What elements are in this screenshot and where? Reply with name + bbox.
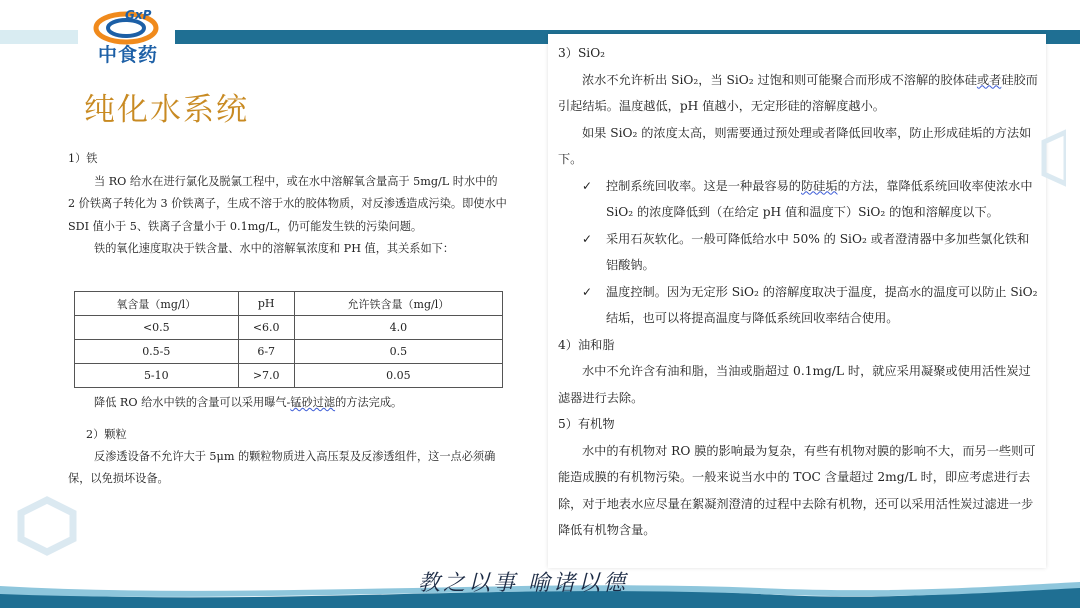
text-span: 浓水不允许析出 SiO₂，当 SiO₂ 过饱和则可能聚合而形成不溶解的胶体硅 [582,72,977,87]
section-iron-heading: 1）铁 [68,152,98,165]
motto-calligraphy: 教之以事 喻诸以德 [418,571,628,596]
table-cell: <6.0 [238,316,294,340]
text-span: 的方法，靠降低系统回收率使浓水中 SiO₂ 的浓度降低到（在给定 pH 值和温度下）SiO₂ 的饱和溶解度以下。 [606,178,1033,219]
table-row [75,364,503,388]
iron-removal-note [68,392,508,414]
underlined-term: 防硅垢 [801,178,838,193]
check-icon: ✓ [582,231,593,246]
table-header-cell: pH [238,292,294,316]
left-column [68,148,508,261]
table-cell: 0.5-5 [75,340,239,364]
section-oil-paragraph: 水中不允许含有油和脂，当油或脂超过 0.1mg/L 时，就应采用凝聚或使用活性炭过滤器进行去除。 [558,364,1031,405]
section-organic-heading: 5）有机物 [558,417,615,431]
left-column-lower [68,392,508,490]
text-span: 采用石灰软化。一般可降低给水中 50% 的 SiO₂ 或者澄清器中多加些氯化铁和铝酸钠。 [606,231,1030,272]
text-span: 温度控制。因为无定形 SiO₂ 的溶解度取决于温度，提高水的温度可以防止 SiO₂ 结垢，也可以将提高温度与降低系统回收率结合使用。 [606,284,1038,325]
check-icon: ✓ [582,284,593,299]
section-iron-relation: 铁的氧化速度取决于铁含量、水中的溶解氧浓度和 PH 值，其关系如下： [94,242,455,255]
section-organic-paragraph: 水中的有机物对 RO 膜的影响最为复杂，有些有机物对膜的影响不大，而另一些则可能造成膜的有机物污染。一般来说当水中的 TOC 含量超过 2mg/L 时，即应考虑进行去除，对于地表水应尽量在絮凝剂澄清的过程中去除有机物，还可以采用活性炭过滤进一步降低有机物含量。 [558,443,1036,537]
table-header-cell: 允许铁含量（mg/l） [294,292,502,316]
table-cell: 4.0 [294,316,502,340]
table-cell: 5-10 [75,364,239,388]
text-span: 控制系统回收率。这是一种最容易的 [606,178,801,193]
table-cell: 0.5 [294,340,502,364]
text-span: 的方法完成。 [335,396,403,409]
section-oil-heading: 4）油和脂 [558,337,615,352]
section-sio2-methods: 如果 SiO₂ 的浓度太高，则需要通过预处理或者降低回收率，防止形成硅垢的方法如下。 [558,125,1032,166]
underlined-term: 或者 [976,72,1002,87]
section-sio2-paragraph [558,67,1040,120]
hexagon-decoration-icon [16,496,78,556]
bullet-temperature [558,279,1040,332]
text-span: 降低 RO 给水中铁的含量可以采用曝气- [94,396,291,409]
table-cell: <0.5 [75,316,239,340]
brand-name: 中食药 [98,44,159,66]
bullet-lime-softening [558,226,1040,279]
text-span: 硅胶而引起结垢。温度越低，pH 值越小，无定形硅的溶解度越小。 [558,72,1038,113]
section-particle-paragraph: 反渗透设备不允许大于 5μm 的颗粒物质进入高压泵及反渗透组件，这一点必须确保，以免损坏设备。 [68,450,496,485]
bullet-recovery [558,173,1040,226]
table-header-row [75,292,503,316]
section-iron-paragraph: 当 RO 给水在进行氯化及脱氯工程中，或在水中溶解氧含量高于 5mg/L 时水中的 2 价铁离子转化为 3 价铁离子，生成不溶于水的胶体物质，对反渗透造成污染。即使水中 SDI 值小于 5、铁离子含量小于 0.1mg/L，仍可能发生铁的污染问题。 [68,174,507,233]
slide-title: 纯化水系统 [84,92,249,128]
table-cell: 0.05 [294,364,502,388]
table-cell: >7.0 [238,364,294,388]
check-icon: ✓ [582,178,593,193]
header-bar-left [0,30,78,44]
table-header-cell: 氧含量（mg/l） [75,292,239,316]
section-sio2-heading: 3）SiO₂ [558,46,606,60]
right-column [558,40,1040,544]
table-cell: 6-7 [238,340,294,364]
iron-content-table [74,291,503,388]
brand-tag: GxP [125,8,152,22]
section-particle-heading: 2）颗粒 [86,428,127,441]
underlined-term: 锰砂过滤 [290,396,336,409]
table-row [75,340,503,364]
table-row [75,316,503,340]
hexagon-decoration-icon [1038,128,1066,188]
